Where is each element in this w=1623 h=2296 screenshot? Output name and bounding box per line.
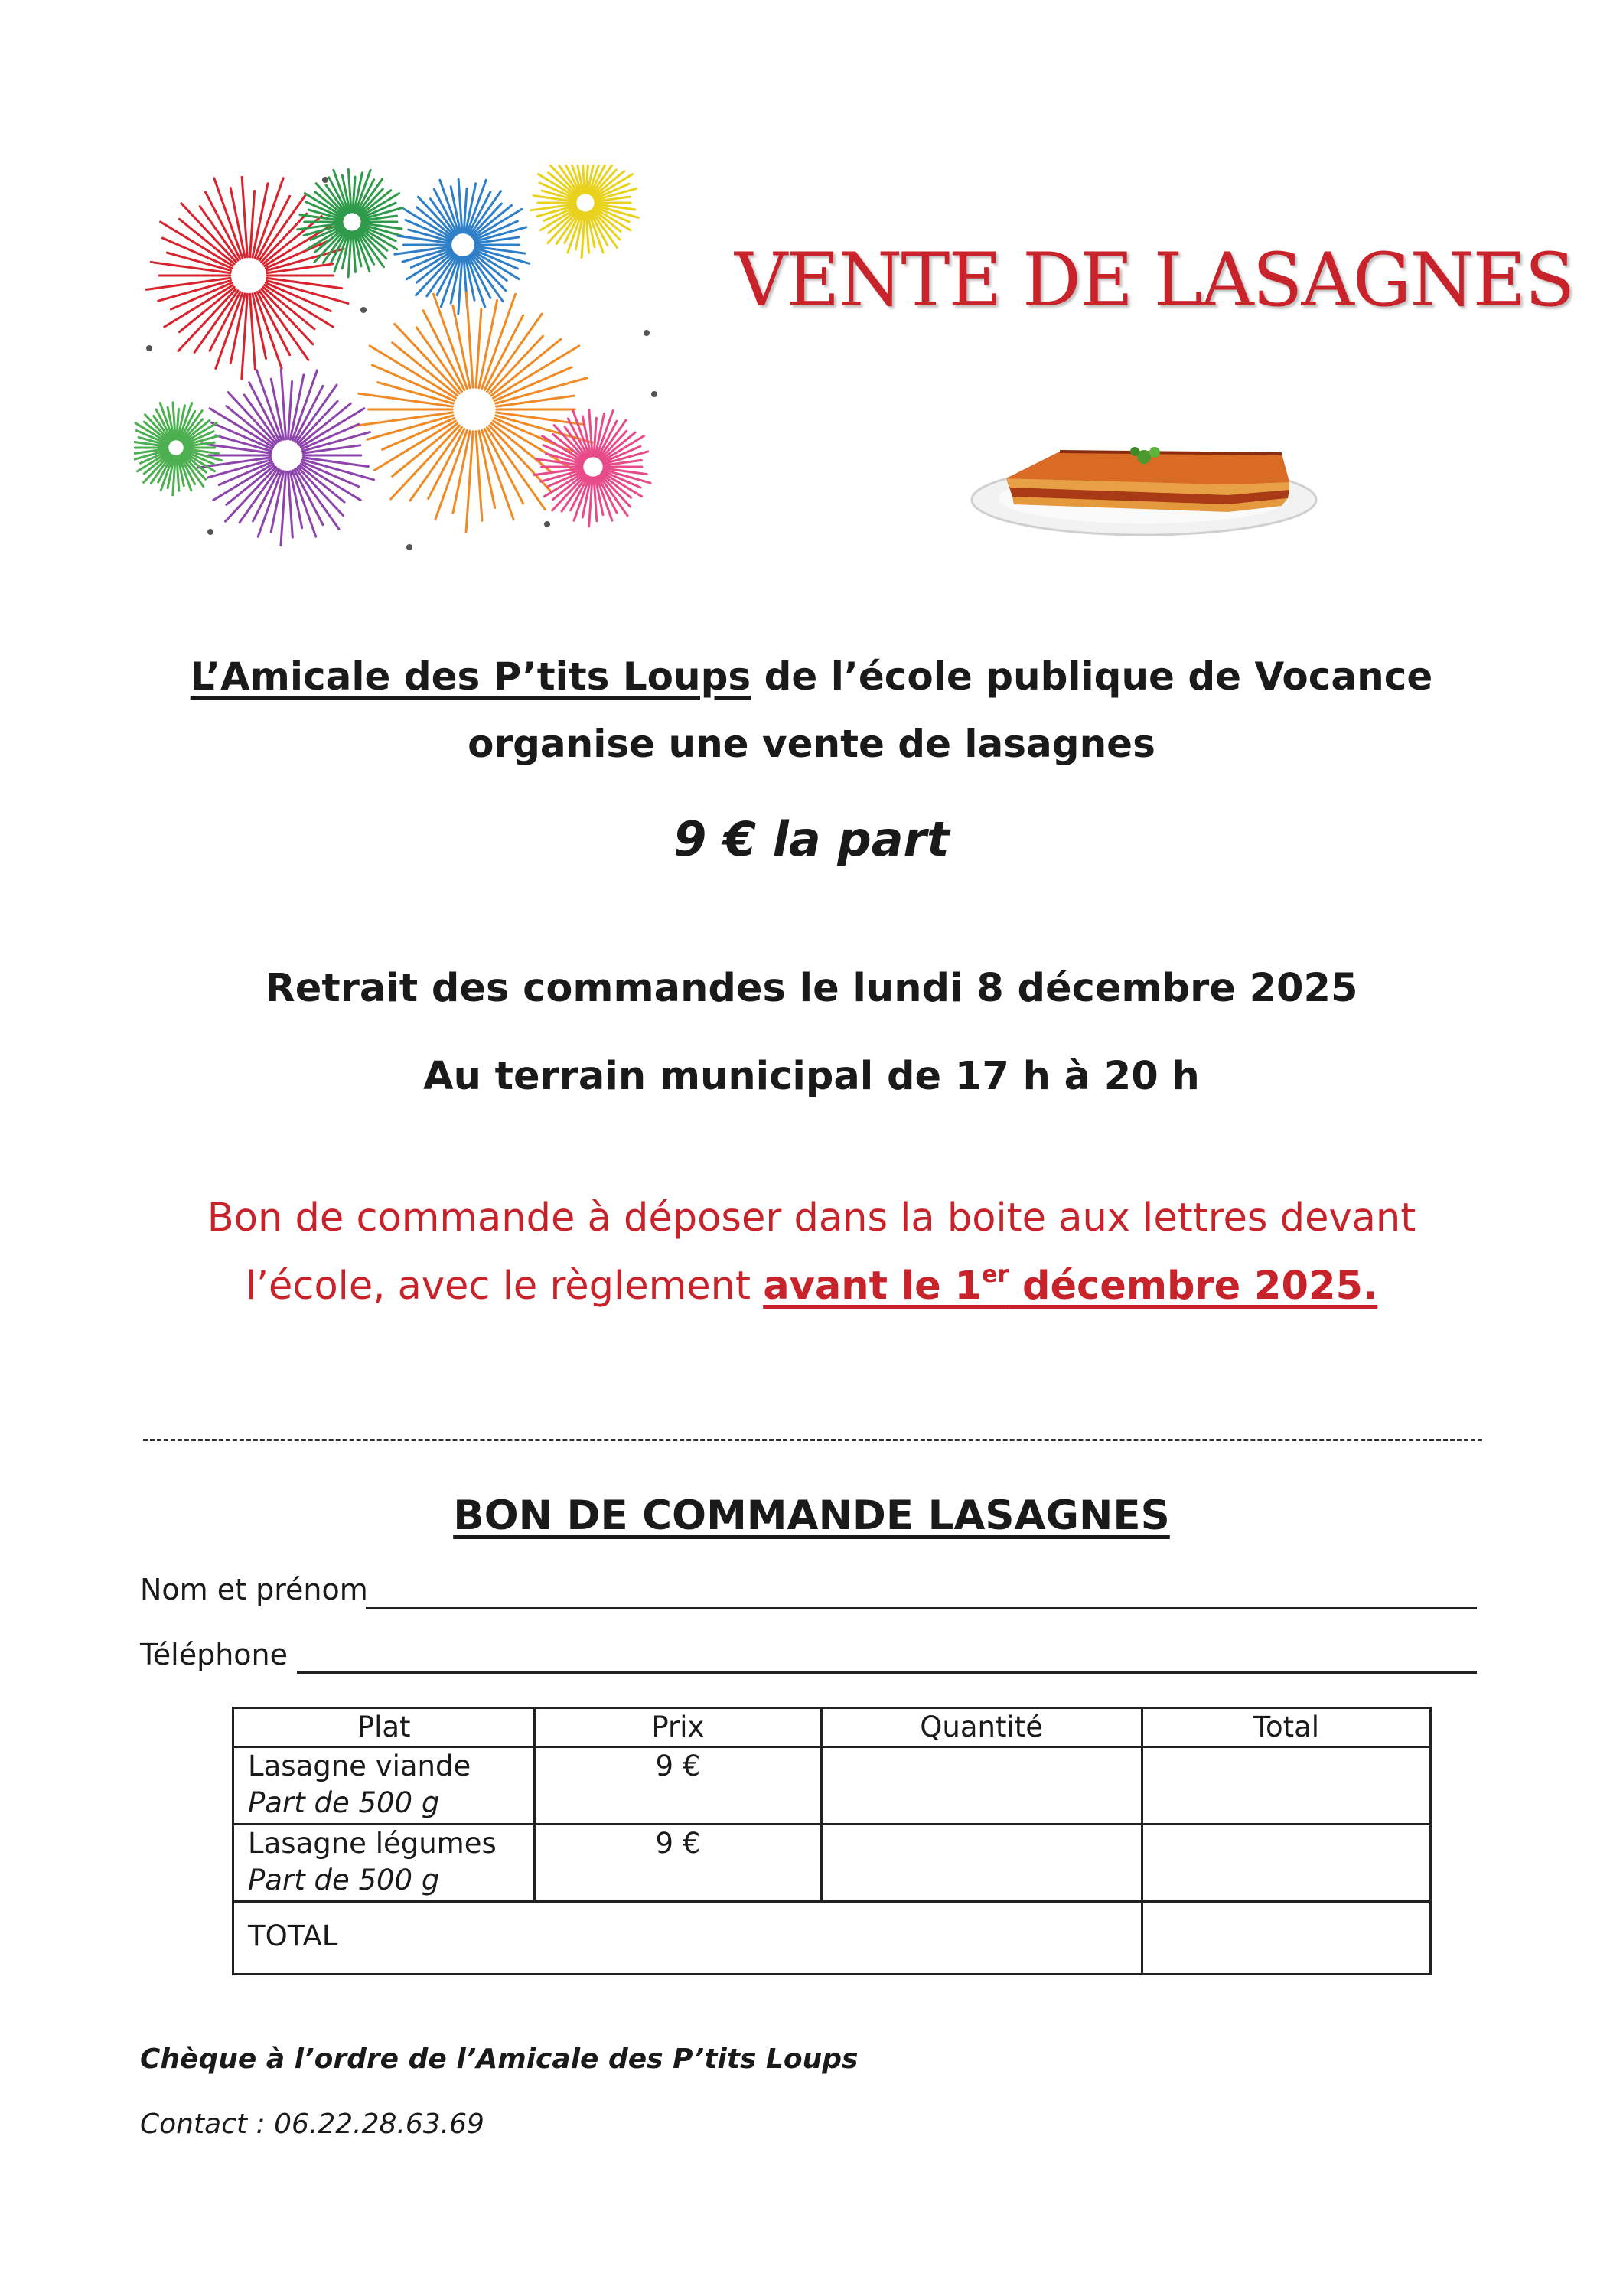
column-header-total: Total xyxy=(1142,1708,1430,1747)
deposit-instructions-line-1: Bon de commande à déposer dans la boite aux lettres devant xyxy=(207,1195,1416,1241)
order-form-title: BON DE COMMANDE LASAGNES xyxy=(453,1492,1170,1539)
dish-cell xyxy=(233,1747,535,1825)
table-row xyxy=(233,1825,1431,1902)
total-cell[interactable] xyxy=(1142,1825,1430,1902)
pickup-location: Au terrain municipal de 17 h à 20 h xyxy=(423,1054,1200,1099)
cheque-instructions: Chèque à l’ordre de l’Amicale des P’tits Loups xyxy=(140,2043,859,2075)
deposit-instructions-line-2 xyxy=(0,1261,1623,1309)
contact-phone: Contact : 06.22.28.63.69 xyxy=(140,2108,484,2140)
dish-cell xyxy=(233,1825,535,1902)
total-cell[interactable] xyxy=(1142,1747,1430,1825)
total-label-cell: TOTAL xyxy=(233,1902,1142,1975)
column-header-quantity: Quantité xyxy=(821,1708,1142,1747)
order-table xyxy=(232,1707,1432,1975)
column-header-dish: Plat xyxy=(233,1708,535,1747)
phone-field-label: Téléphone xyxy=(140,1638,288,1671)
price-per-portion: 9 € la part xyxy=(673,811,950,867)
phone-field[interactable] xyxy=(297,1671,1477,1674)
name-field[interactable] xyxy=(366,1607,1477,1609)
dish-name: Lasagne légumes xyxy=(248,1827,497,1860)
column-header-price: Prix xyxy=(535,1708,821,1747)
pickup-date: Retrait des commandes le lundi 8 décembre 2025 xyxy=(265,966,1358,1011)
intro-line-2: organise une vente de lasagnes xyxy=(468,722,1155,766)
name-field-label: Nom et prénom xyxy=(140,1573,368,1606)
page-title: VENTE DE LASAGNES xyxy=(735,237,1574,323)
price-cell: 9 € xyxy=(535,1825,821,1902)
dish-portion: Part de 500 g xyxy=(248,1786,440,1819)
fireworks-illustration xyxy=(134,165,670,563)
dish-name: Lasagne viande xyxy=(248,1750,471,1782)
dish-portion: Part de 500 g xyxy=(248,1864,440,1896)
intro-line-1-rest: de l’école publique de Vocance xyxy=(751,654,1433,699)
cut-line-divider xyxy=(143,1439,1482,1441)
table-header-row xyxy=(233,1708,1431,1747)
organizer-name: L’Amicale des P’tits Loups xyxy=(190,654,751,699)
table-total-row xyxy=(233,1902,1431,1975)
quantity-cell[interactable] xyxy=(821,1825,1142,1902)
intro-line-1 xyxy=(0,654,1623,699)
lasagne-plate-illustration xyxy=(968,425,1320,540)
deposit-deadline: avant le 1er décembre 2025. xyxy=(763,1261,1378,1309)
grand-total-cell[interactable] xyxy=(1142,1902,1430,1975)
deposit-line-2-start: l’école, avec le règlement xyxy=(245,1264,764,1309)
price-cell: 9 € xyxy=(535,1747,821,1825)
table-row xyxy=(233,1747,1431,1825)
quantity-cell[interactable] xyxy=(821,1747,1142,1825)
